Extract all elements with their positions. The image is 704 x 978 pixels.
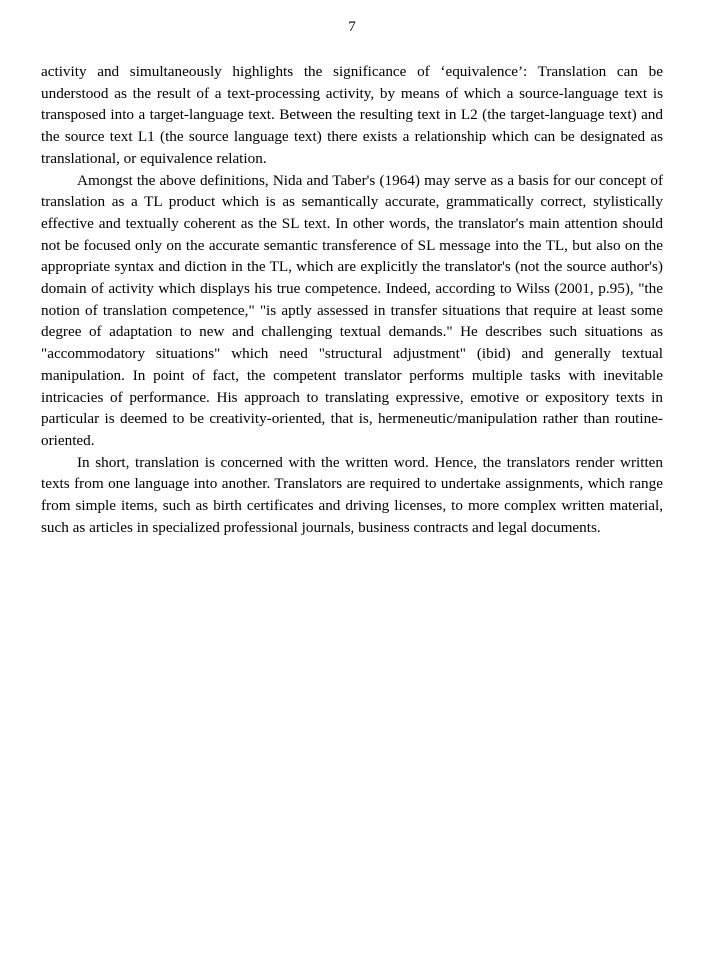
paragraph: Amongst the above definitions, Nida and Taber's (1964) may serve as a basis for our concept of translation as a TL product which is as semantically accurate, grammatically correct, stylistically effective and textually coherent as the SL text. In other words, the translator's main attention should not be focused only on the accurate semantic transference of SL message into the TL, but also on the appropriate syntax and diction in the TL, which are explicitly the translator's (not the source author's) domain of activity which displays his true competence. Indeed, according to Wilss (2001, p.95), "the notion of translation competence," "is aptly assessed in transfer situations that require at least some degree of adaptation to new and challenging textual demands." He describes such situations as "accommodatory situations" which need "structural adjustment" (ibid) and generally textual manipulation. In point of fact, the competent translator performs multiple tasks with inevitable intricacies of performance. His approach to translating expressive, emotive or expository texts in particular is deemed to be creativity-oriented, that is, hermeneutic/manipulation rather than routine-oriented.: [41, 171, 663, 449]
page-number: 7: [348, 19, 356, 35]
paragraph: activity and simultaneously highlights the significance of ‘equivalence’: Translation can be understood as the result of a text-processing activity, by means of which a source-language text is transposed into a target-language text. Between the resulting text in L2 (the target-language text) and the source text L1 (the source language text) there exists a relationship which can be designated as translational, or equivalence relation.: [41, 63, 663, 167]
document-body: [41, 35, 663, 538]
paragraph: In short, translation is concerned with the written word. Hence, the translators render written texts from one language into another. Translators are required to undertake assignments, which range from simple items, such as birth certificates and driving licenses, to more complex written material, such as articles in specialized professional journals, business contracts and legal documents.: [41, 453, 663, 536]
